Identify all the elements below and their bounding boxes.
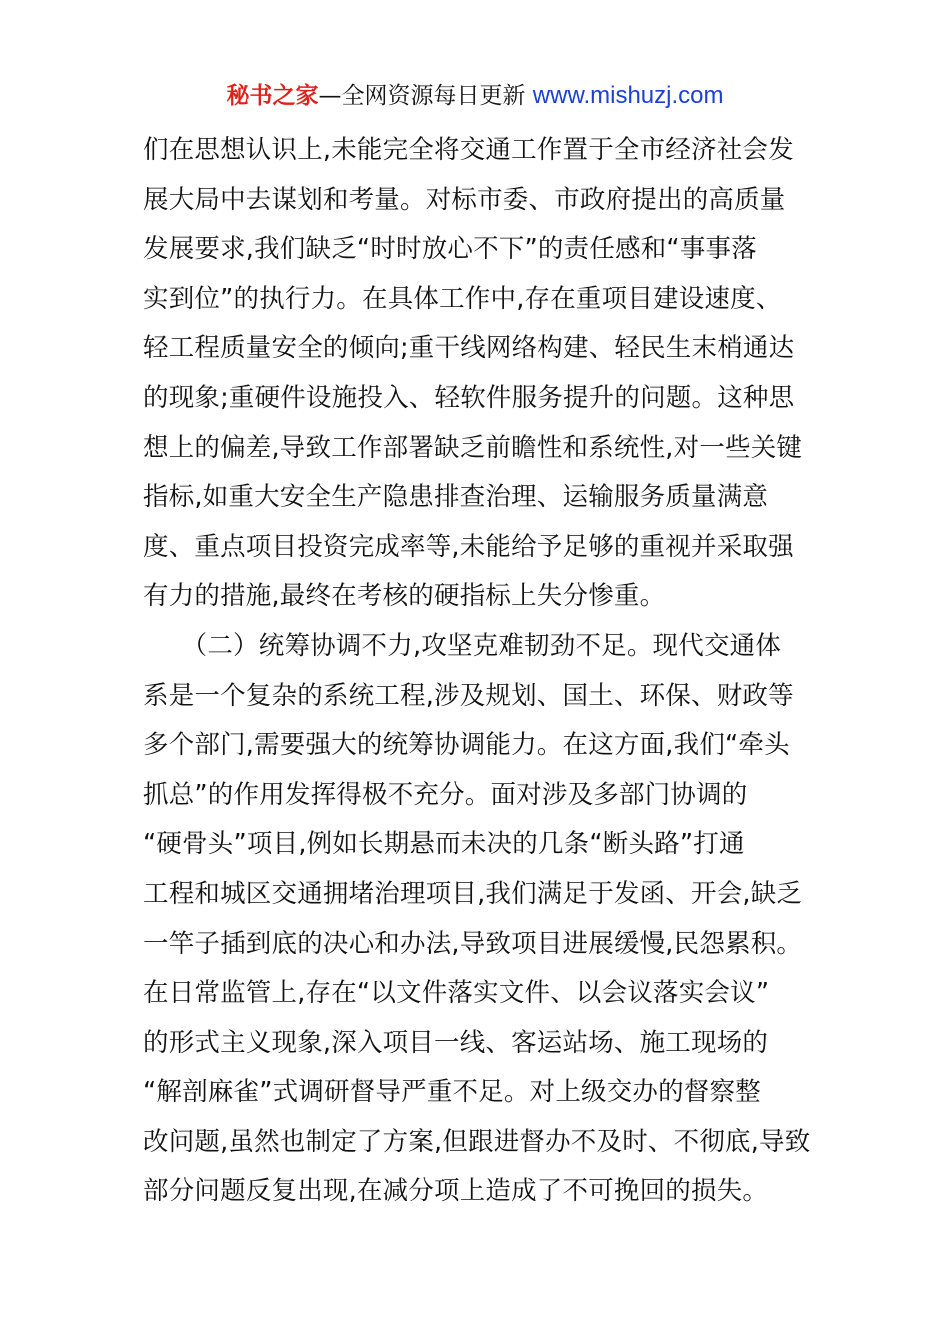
text-line: 展大局中去谋划和考量。对标市委、市政府提出的高质量: [143, 184, 786, 215]
section-heading-line: （二）统筹协调不力,攻坚克难韧劲不足。现代交通体: [143, 630, 782, 661]
text-line: “解剖麻雀”式调研督导严重不足。对上级交办的督察整: [143, 1077, 761, 1108]
text-line: 工程和城区交通拥堵治理项目,我们满足于发函、开会,缺乏: [143, 878, 803, 909]
text-line: 们在思想认识上,未能完全将交通工作置于全市经济社会发: [143, 135, 794, 165]
site-header: [0, 80, 950, 112]
text-line: 改问题,虽然也制定了方案,但跟进督办不及时、不彻底,导致: [143, 1126, 811, 1157]
site-tagline: —全网资源每日更新: [318, 83, 526, 109]
text-line: 的形式主义现象,深入项目一线、客运站场、施工现场的: [143, 1027, 769, 1058]
text-line: 的现象;重硬件设施投入、轻软件服务提升的问题。这种思: [143, 382, 795, 413]
text-line: 轻工程质量安全的倾向;重干线网络构建、轻民生末梢通达: [143, 333, 795, 364]
text-line: 部分问题反复出现,在减分项上造成了不可挽回的损失。: [143, 1176, 769, 1207]
text-line: 系是一个复杂的系统工程,涉及规划、国土、环保、财政等: [143, 680, 794, 711]
site-brand: 秘书之家: [226, 83, 319, 109]
text-line: 度、重点项目投资完成率等,未能给予足够的重视并采取强: [143, 531, 794, 562]
text-line: 在日常监管上,存在“以文件落实文件、以会议落实会议”: [143, 978, 770, 1009]
text-line: 一竿子插到底的决心和办法,导致项目进展缓慢,民怨累积。: [143, 928, 803, 959]
site-url-link[interactable]: www.mishuzj.com: [532, 82, 724, 109]
text-line: “硬骨头”项目,例如长期悬而未决的几条“断头路”打通: [143, 829, 745, 860]
text-line: 指标,如重大安全生产隐患排查治理、运输服务质量满意: [143, 482, 769, 513]
text-line: 发展要求,我们缺乏“时时放心不下”的责任感和“事事落: [143, 234, 757, 265]
text-line: 多个部门,需要强大的统筹协调能力。在这方面,我们“牵头: [143, 730, 790, 761]
text-line: 有力的措施,最终在考核的硬指标上失分惨重。: [143, 581, 666, 612]
document-body: [143, 126, 823, 1217]
text-line: 实到位”的执行力。在具体工作中,存在重项目建设速度、: [143, 283, 782, 314]
text-line: 抓总”的作用发挥得极不充分。面对涉及多部门协调的: [143, 779, 748, 810]
text-line: 想上的偏差,导致工作部署缺乏前瞻性和系统性,对一些关键: [143, 432, 803, 463]
